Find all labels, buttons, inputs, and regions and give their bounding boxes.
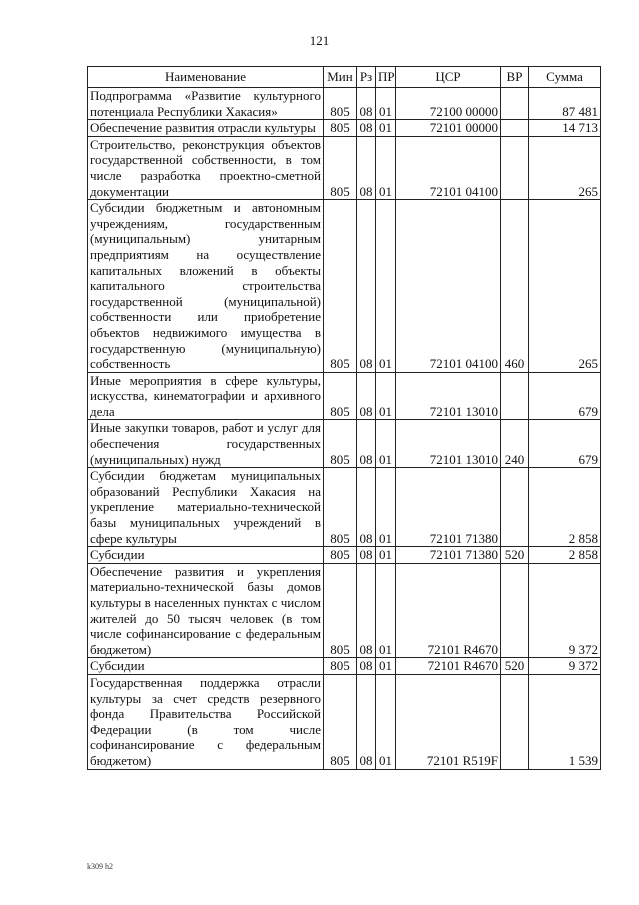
header-csr: ЦСР	[396, 67, 501, 88]
table-body	[88, 88, 601, 770]
table-row	[88, 420, 601, 468]
cell-min: 805	[324, 547, 357, 564]
cell-vr: 460	[501, 200, 529, 373]
cell-csr: 72101 71380	[396, 468, 501, 547]
cell-sum: 14 713	[529, 120, 601, 137]
cell-vr	[501, 120, 529, 137]
cell-rz: 08	[357, 136, 376, 199]
cell-rz: 08	[357, 120, 376, 137]
cell-min: 805	[324, 468, 357, 547]
table-row	[88, 468, 601, 547]
cell-min: 805	[324, 200, 357, 373]
header-rz: Рз	[357, 67, 376, 88]
cell-vr	[501, 563, 529, 658]
cell-csr: 72101 R4670	[396, 563, 501, 658]
header-name: Наименование	[88, 67, 324, 88]
cell-pr: 01	[376, 547, 396, 564]
cell-csr: 72101 71380	[396, 547, 501, 564]
cell-sum: 265	[529, 136, 601, 199]
cell-name: Иные мероприятия в сфере культуры, искусства, кинематографии и архивного дела	[88, 372, 324, 420]
cell-rz: 08	[357, 468, 376, 547]
table-row	[88, 674, 601, 769]
cell-min: 805	[324, 420, 357, 468]
cell-csr: 72101 13010	[396, 420, 501, 468]
table-row	[88, 136, 601, 199]
cell-rz: 08	[357, 420, 376, 468]
cell-rz: 08	[357, 200, 376, 373]
cell-pr: 01	[376, 120, 396, 137]
page-number: 121	[309, 33, 330, 48]
table-row	[88, 120, 601, 137]
cell-min: 805	[324, 372, 357, 420]
cell-sum: 265	[529, 200, 601, 373]
cell-rz: 08	[357, 674, 376, 769]
cell-sum: 9 372	[529, 563, 601, 658]
cell-sum: 87 481	[529, 88, 601, 120]
cell-min: 805	[324, 120, 357, 137]
table-row	[88, 88, 601, 120]
cell-csr: 72101 00000	[396, 120, 501, 137]
cell-csr: 72100 00000	[396, 88, 501, 120]
cell-name: Обеспечение развития отрасли культуры	[88, 120, 324, 137]
header-min: Мин	[324, 67, 357, 88]
cell-pr: 01	[376, 563, 396, 658]
table-row	[88, 658, 601, 675]
cell-sum: 1 539	[529, 674, 601, 769]
header-sum: Сумма	[529, 67, 601, 88]
header-vr: ВР	[501, 67, 529, 88]
cell-pr: 01	[376, 420, 396, 468]
cell-pr: 01	[376, 372, 396, 420]
cell-rz: 08	[357, 547, 376, 564]
cell-csr: 72101 13010	[396, 372, 501, 420]
cell-rz: 08	[357, 88, 376, 120]
cell-sum: 2 858	[529, 547, 601, 564]
cell-vr	[501, 136, 529, 199]
cell-pr: 01	[376, 674, 396, 769]
header-row	[88, 67, 601, 88]
cell-csr: 72101 04100	[396, 136, 501, 199]
cell-min: 805	[324, 563, 357, 658]
cell-vr: 520	[501, 658, 529, 675]
cell-csr: 72101 R519F	[396, 674, 501, 769]
cell-pr: 01	[376, 468, 396, 547]
budget-table	[87, 66, 601, 770]
cell-name: Субсидии	[88, 547, 324, 564]
cell-rz: 08	[357, 563, 376, 658]
cell-vr	[501, 88, 529, 120]
cell-name: Обеспечение развития и укрепления материально-технической базы домов культуры в населенных пунктах с числом жителей до 50 тысяч человек (в том числе софинансирование с федеральным бюджетом)	[88, 563, 324, 658]
cell-vr	[501, 468, 529, 547]
cell-vr: 240	[501, 420, 529, 468]
cell-min: 805	[324, 658, 357, 675]
cell-name: Подпрограмма «Развитие культурного потенциала Республики Хакасия»	[88, 88, 324, 120]
cell-pr: 01	[376, 136, 396, 199]
cell-min: 805	[324, 136, 357, 199]
cell-pr: 01	[376, 88, 396, 120]
cell-name: Субсидии	[88, 658, 324, 675]
cell-min: 805	[324, 674, 357, 769]
cell-min: 805	[324, 88, 357, 120]
cell-sum: 9 372	[529, 658, 601, 675]
cell-csr: 72101 R4670	[396, 658, 501, 675]
cell-rz: 08	[357, 658, 376, 675]
cell-name: Государственная поддержка отрасли культуры за счет средств резервного фонда Правительства Российской Федерации (в том числе софинансирование с федеральным бюджетом)	[88, 674, 324, 769]
cell-vr: 520	[501, 547, 529, 564]
cell-sum: 2 858	[529, 468, 601, 547]
cell-sum: 679	[529, 420, 601, 468]
cell-name: Субсидии бюджетным и автономным учреждениям, государственным (муниципальным) унитарным предприятиям на осуществление капитальных вложений в объекты капитального строительства государственной (муниципальной) собственности или приобретение объектов недвижимого имущества в государственную (муниципальную) собственность	[88, 200, 324, 373]
cell-name: Субсидии бюджетам муниципальных образований Республики Хакасия на укрепление материально-технической базы муниципальных учреждений в сфере культуры	[88, 468, 324, 547]
cell-sum: 679	[529, 372, 601, 420]
cell-csr: 72101 04100	[396, 200, 501, 373]
table-row	[88, 200, 601, 373]
cell-name: Строительство, реконструкция объектов государственной собственности, в том числе разработка проектно-сметной документации	[88, 136, 324, 199]
cell-vr	[501, 372, 529, 420]
cell-rz: 08	[357, 372, 376, 420]
cell-vr	[501, 674, 529, 769]
cell-pr: 01	[376, 658, 396, 675]
document-code: k309 h2	[87, 862, 113, 871]
header-pr: ПР	[376, 67, 396, 88]
cell-pr: 01	[376, 200, 396, 373]
table-row	[88, 563, 601, 658]
table-row	[88, 547, 601, 564]
table-row	[88, 372, 601, 420]
cell-name: Иные закупки товаров, работ и услуг для обеспечения государственных (муниципальных) нужд	[88, 420, 324, 468]
table-header	[88, 67, 601, 88]
